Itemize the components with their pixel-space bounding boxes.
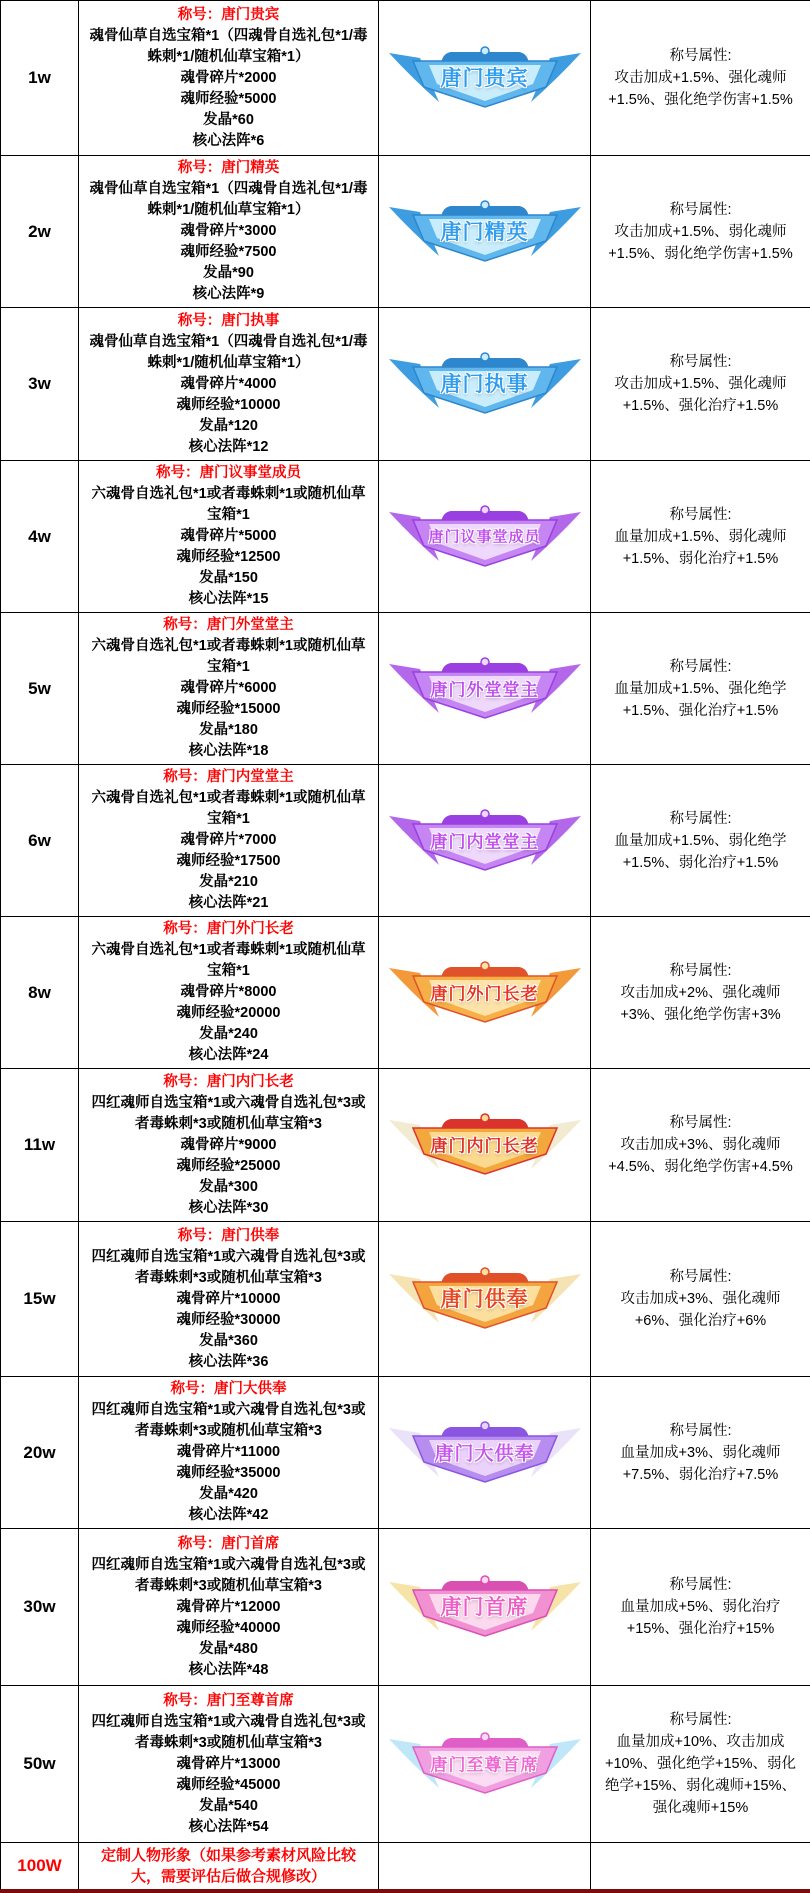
reward-cell [79,1377,379,1529]
title-label: 称号：唐门外门长老 [87,919,370,940]
reward-item: 魂骨碎片*9000 [87,1135,370,1156]
reward-item: 魂骨碎片*11000 [87,1442,370,1463]
table-row [1,1843,810,1892]
reward-item: 核心法阵*9 [87,284,370,305]
reward-item: 核心法阵*18 [87,741,370,762]
title-label: 称号：唐门首席 [87,1534,370,1555]
attr-header: 称号属性: [601,504,800,526]
roof-gem-icon [481,1268,489,1276]
reward-item: 魂师经验*17500 [87,851,370,872]
title-label: 称号：唐门外堂堂主 [87,615,370,636]
attr-values: 血量加成+3%、弱化魂师+7.5%、弱化治疗+7.5% [601,1442,800,1486]
table-row [1,156,810,308]
reward-item: 魂骨碎片*10000 [87,1289,370,1310]
roof-gem-icon [481,201,489,209]
table-row [1,1377,810,1529]
attr-header: 称号属性: [601,656,800,678]
title-label: 称号：唐门大供奉 [87,1379,370,1400]
attr-values: 攻击加成+3%、弱化魂师+4.5%、弱化绝学伤害+4.5% [601,1134,800,1178]
reward-item: 魂骨碎片*8000 [87,982,370,1003]
title-badge [385,808,585,874]
attr-cell [591,156,810,308]
tier-cell: 30w [1,1529,79,1686]
table-row [1,765,810,917]
title-badge [385,1731,585,1797]
reward-item: 魂师经验*30000 [87,1310,370,1331]
reward-cell [79,1,379,156]
reward-items [87,1555,370,1681]
badge-text: 唐门大供奉 [385,1438,585,1465]
title-label: 称号：唐门至尊首席 [87,1691,370,1712]
badge-text: 唐门精英 [385,215,585,245]
tier-cell: 1w [1,1,79,156]
reward-items [87,1093,370,1219]
reward-item: 核心法阵*30 [87,1198,370,1219]
badge-text: 唐门供奉 [385,1283,585,1313]
reward-item: 发晶*480 [87,1639,370,1660]
reward-item: 六魂骨自选礼包*1或者毒蛛刺*1或随机仙草宝箱*1 [87,636,370,678]
reward-item: 核心法阵*24 [87,1045,370,1066]
attr-header: 称号属性: [601,1709,800,1731]
roof-gem-icon [481,1576,489,1584]
attr-header: 称号属性: [601,1574,800,1596]
reward-item: 发晶*300 [87,1177,370,1198]
attr-values: 攻击加成+1.5%、强化魂师+1.5%、强化治疗+1.5% [601,373,800,417]
roof-gem-icon [481,353,489,361]
table-row [1,1686,810,1843]
attr-values: 攻击加成+3%、强化魂师+6%、强化治疗+6% [601,1288,800,1332]
reward-item: 魂骨碎片*2000 [87,68,370,89]
table-row [1,1,810,156]
tier-cell: 5w [1,613,79,765]
attr-header: 称号属性: [601,1112,800,1134]
badge-text: 唐门至尊首席 [385,1751,585,1776]
title-badge [385,1112,585,1178]
badge-cell [379,308,591,461]
attr-header: 称号属性: [601,45,800,67]
attr-cell [591,308,810,461]
reward-item: 发晶*360 [87,1331,370,1352]
reward-item: 魂骨碎片*5000 [87,526,370,547]
reward-item: 魂骨仙草自选宝箱*1（四魂骨自选礼包*1/毒蛛刺*1/随机仙草宝箱*1） [87,332,370,374]
badge-cell [379,156,591,308]
reward-cell [79,1069,379,1222]
badge-cell-empty [379,1843,591,1892]
attr-header: 称号属性: [601,960,800,982]
reward-cell [79,613,379,765]
attr-cell [591,613,810,765]
reward-item: 发晶*210 [87,872,370,893]
attr-cell [591,1377,810,1529]
title-badge [385,351,585,417]
table-row [1,613,810,765]
tier-cell: 4w [1,461,79,613]
reward-items [87,1712,370,1838]
table-row [1,1529,810,1686]
title-badge [385,1574,585,1640]
reward-items [87,26,370,152]
table-row [1,917,810,1069]
attr-cell [591,1686,810,1843]
title-badge [385,45,585,111]
attr-header: 称号属性: [601,199,800,221]
attr-values: 血量加成+1.5%、弱化魂师+1.5%、弱化治疗+1.5% [601,526,800,570]
attr-cell [591,1222,810,1377]
attr-values: 血量加成+5%、弱化治疗+15%、强化治疗+15% [601,1596,800,1640]
badge-text: 唐门外门长老 [385,979,585,1004]
reward-item: 发晶*180 [87,720,370,741]
reward-item: 四红魂师自选宝箱*1或六魂骨自选礼包*3或者毒蛛刺*3或随机仙草宝箱*3 [87,1093,370,1135]
reward-cell [79,461,379,613]
badge-text: 唐门贵宾 [385,62,585,92]
badge-cell [379,1686,591,1843]
reward-item: 魂师经验*40000 [87,1618,370,1639]
tier-cell: 3w [1,308,79,461]
badge-text: 唐门内堂堂主 [385,827,585,852]
title-label: 称号：唐门执事 [87,311,370,332]
reward-item: 六魂骨自选礼包*1或者毒蛛刺*1或随机仙草宝箱*1 [87,484,370,526]
attr-values: 血量加成+10%、攻击加成+10%、强化绝学+15%、弱化绝学+15%、弱化魂师+15%、强化魂师+15% [601,1731,800,1819]
reward-items [87,484,370,610]
reward-cell [79,308,379,461]
reward-item: 发晶*60 [87,110,370,131]
title-label: 称号：唐门议事堂成员 [87,463,370,484]
roof-gem-icon [481,658,489,666]
reward-cell [79,1222,379,1377]
reward-item: 魂骨碎片*7000 [87,830,370,851]
roof-gem-icon [481,1733,489,1741]
reward-item: 魂师经验*12500 [87,547,370,568]
roof-gem-icon [481,1422,489,1430]
tier-cell: 6w [1,765,79,917]
reward-item: 魂骨碎片*4000 [87,374,370,395]
badge-text: 唐门议事堂成员 [385,525,585,546]
reward-items [87,788,370,914]
attr-values: 攻击加成+1.5%、弱化魂师+1.5%、弱化绝学伤害+1.5% [601,221,800,265]
reward-item: 魂师经验*35000 [87,1463,370,1484]
roof-gem-icon [481,962,489,970]
tier-cell: 100W [1,1843,79,1892]
attr-values: 攻击加成+2%、强化魂师+3%、强化绝学伤害+3% [601,982,800,1026]
reward-item: 魂师经验*20000 [87,1003,370,1024]
badge-text: 唐门首席 [385,1591,585,1621]
reward-cell [79,765,379,917]
reward-item: 魂师经验*5000 [87,89,370,110]
attr-cell [591,1,810,156]
title-badge [385,960,585,1026]
reward-item: 四红魂师自选宝箱*1或六魂骨自选礼包*3或者毒蛛刺*3或随机仙草宝箱*3 [87,1555,370,1597]
tier-cell: 15w [1,1222,79,1377]
tier-cell: 2w [1,156,79,308]
attr-values: 血量加成+1.5%、弱化绝学+1.5%、弱化治疗+1.5% [601,830,800,874]
roof-gem-icon [481,506,489,514]
reward-item: 魂骨仙草自选宝箱*1（四魂骨自选礼包*1/毒蛛刺*1/随机仙草宝箱*1） [87,26,370,68]
reward-item: 四红魂师自选宝箱*1或六魂骨自选礼包*3或者毒蛛刺*3或随机仙草宝箱*3 [87,1712,370,1754]
reward-items [87,940,370,1066]
badge-cell [379,917,591,1069]
badge-cell [379,1222,591,1377]
badge-cell [379,1,591,156]
reward-item: 核心法阵*42 [87,1505,370,1526]
roof-gem-icon [481,1114,489,1122]
reward-items [87,332,370,458]
reward-item: 魂师经验*10000 [87,395,370,416]
attr-header: 称号属性: [601,808,800,830]
reward-item: 发晶*420 [87,1484,370,1505]
badge-text: 唐门执事 [385,368,585,398]
title-label: 称号：唐门供奉 [87,1226,370,1247]
reward-cell [79,1686,379,1843]
reward-item: 魂骨碎片*3000 [87,221,370,242]
attr-values: 攻击加成+1.5%、强化魂师+1.5%、强化绝学伤害+1.5% [601,67,800,111]
tier-cell: 11w [1,1069,79,1222]
reward-cell [79,1529,379,1686]
title-label: 称号：唐门贵宾 [87,5,370,26]
reward-item: 发晶*150 [87,568,370,589]
attr-cell [591,765,810,917]
title-label: 称号：唐门内堂堂主 [87,767,370,788]
table-row [1,461,810,613]
tier-cell: 50w [1,1686,79,1843]
tier-cell: 8w [1,917,79,1069]
reward-item: 魂骨仙草自选宝箱*1（四魂骨自选礼包*1/毒蛛刺*1/随机仙草宝箱*1） [87,179,370,221]
reward-item: 四红魂师自选宝箱*1或六魂骨自选礼包*3或者毒蛛刺*3或随机仙草宝箱*3 [87,1247,370,1289]
reward-items [87,636,370,762]
title-label: 称号：唐门精英 [87,158,370,179]
title-badge [385,1266,585,1332]
table-row [1,1222,810,1377]
tier-cell: 20w [1,1377,79,1529]
reward-item: 六魂骨自选礼包*1或者毒蛛刺*1或随机仙草宝箱*1 [87,788,370,830]
reward-item: 发晶*240 [87,1024,370,1045]
reward-item: 核心法阵*15 [87,589,370,610]
title-badge [385,199,585,265]
badge-cell [379,613,591,765]
badge-cell [379,1529,591,1686]
attr-cell [591,461,810,613]
attr-header: 称号属性: [601,1420,800,1442]
title-badge [385,1420,585,1486]
note-cell: 定制人物形象（如果参考素材风险比较大，需要评估后做合规修改） [79,1843,379,1892]
badge-cell [379,1377,591,1529]
reward-item: 魂师经验*7500 [87,242,370,263]
reward-item: 发晶*540 [87,1796,370,1817]
reward-items [87,1247,370,1373]
reward-item: 魂骨碎片*13000 [87,1754,370,1775]
reward-items [87,1400,370,1526]
reward-table-body [1,1,810,1892]
badge-cell [379,1069,591,1222]
reward-cell [79,917,379,1069]
attr-values: 血量加成+1.5%、强化绝学+1.5%、强化治疗+1.5% [601,678,800,722]
reward-item: 魂骨碎片*6000 [87,678,370,699]
badge-cell [379,765,591,917]
attr-header: 称号属性: [601,351,800,373]
reward-item: 四红魂师自选宝箱*1或六魂骨自选礼包*3或者毒蛛刺*3或随机仙草宝箱*3 [87,1400,370,1442]
table-row [1,1069,810,1222]
attr-cell-empty [591,1843,810,1892]
badge-text: 唐门内门长老 [385,1132,585,1157]
roof-gem-icon [481,47,489,55]
reward-item: 魂师经验*15000 [87,699,370,720]
attr-cell [591,917,810,1069]
title-badge [385,504,585,570]
reward-item: 核心法阵*36 [87,1352,370,1373]
reward-cell [79,156,379,308]
attr-cell [591,1529,810,1686]
reward-item: 六魂骨自选礼包*1或者毒蛛刺*1或随机仙草宝箱*1 [87,940,370,982]
attr-header: 称号属性: [601,1266,800,1288]
reward-item: 核心法阵*21 [87,893,370,914]
roof-gem-icon [481,810,489,818]
reward-item: 核心法阵*54 [87,1817,370,1838]
reward-item: 魂骨碎片*12000 [87,1597,370,1618]
reward-item: 发晶*90 [87,263,370,284]
title-label: 称号：唐门内门长老 [87,1072,370,1093]
attr-cell [591,1069,810,1222]
reward-items [87,179,370,305]
reward-item: 魂师经验*45000 [87,1775,370,1796]
reward-item: 核心法阵*12 [87,437,370,458]
reward-item: 核心法阵*6 [87,131,370,152]
badge-cell [379,461,591,613]
reward-item: 核心法阵*48 [87,1660,370,1681]
badge-text: 唐门外堂堂主 [385,675,585,700]
title-badge [385,656,585,722]
reward-item: 魂师经验*25000 [87,1156,370,1177]
reward-item: 发晶*120 [87,416,370,437]
table-row [1,308,810,461]
